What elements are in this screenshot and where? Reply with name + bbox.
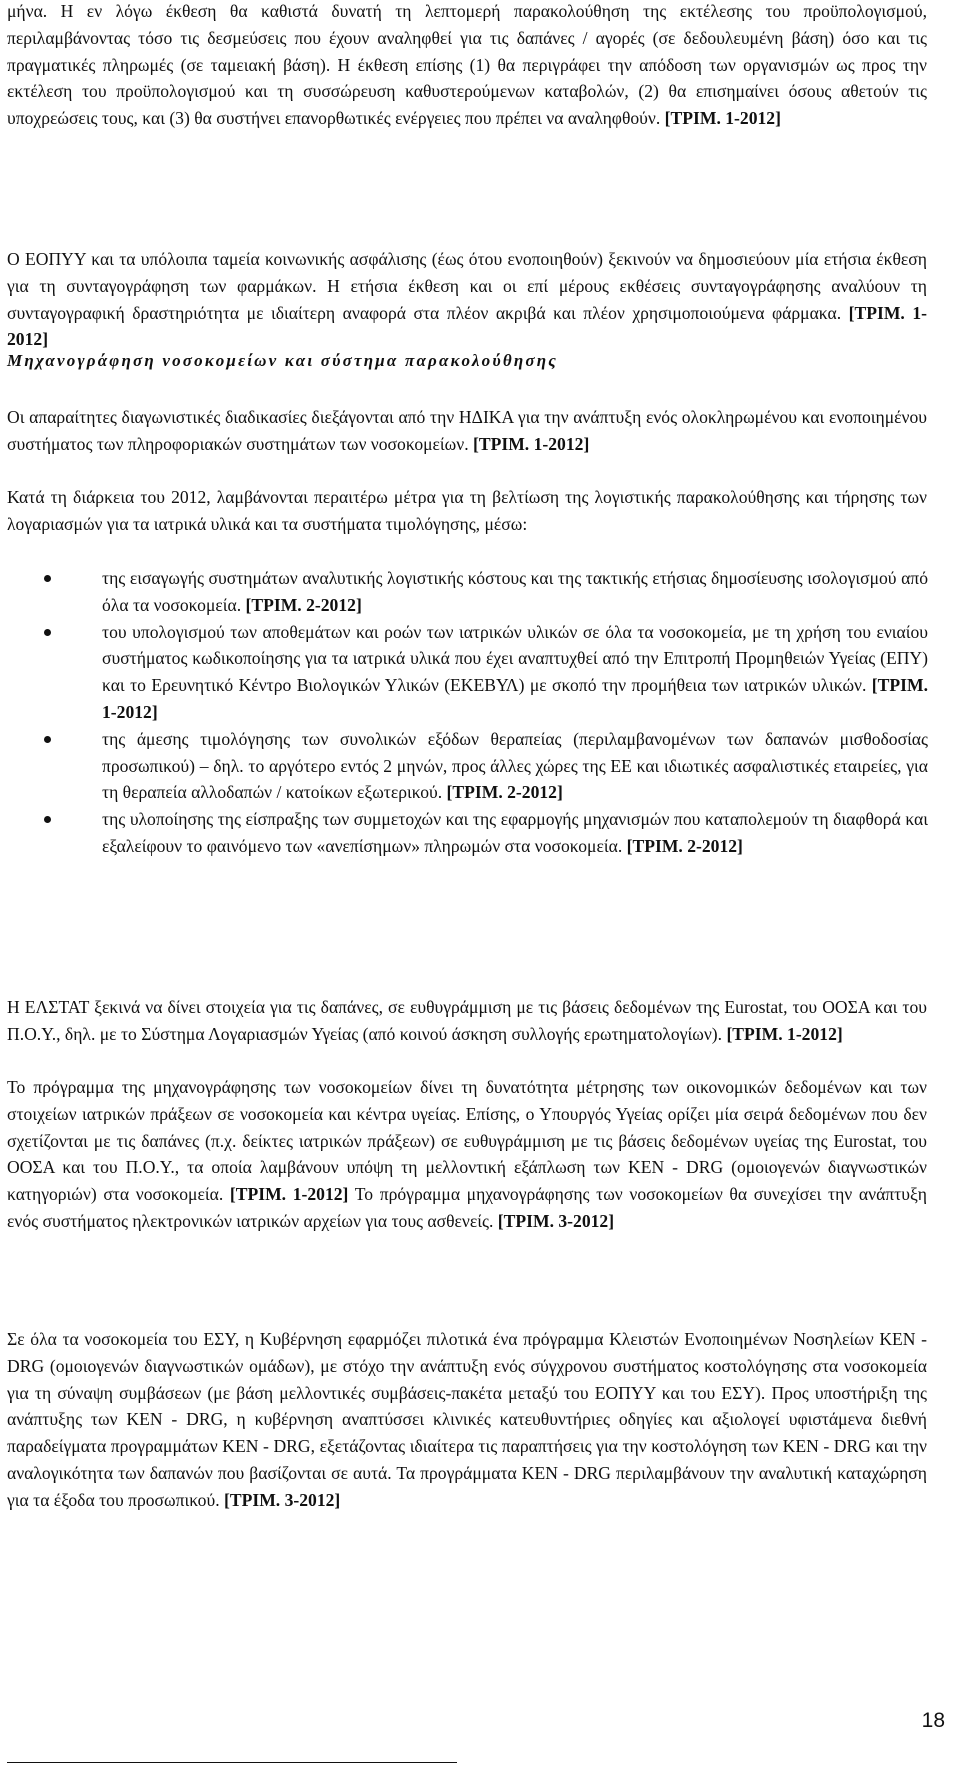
list-item-text: της υλοποίησης της είσπραξης των συμμετοχών και της εφαρμογής μηχανισμών που καταπολεμούν τη διαφθορά και εξαλείφουν το φαινόμενο των «ανεπίσημων» πληρωμών στα νοσοκομεία. bbox=[102, 809, 928, 856]
reference-tag: [ΤΡΙΜ. 1-2012] bbox=[102, 675, 928, 722]
list-item bbox=[0, 619, 928, 726]
reference-tag: [ΤΡΙΜ. 1-2012] bbox=[664, 108, 781, 129]
paragraph-measures-2012 bbox=[7, 484, 927, 538]
paragraph-text: Οι απαραίτητες διαγωνιστικές διαδικασίες διεξάγονται από την ΗΔΙΚΑ για την ανάπτυξη ενός ολοκληρωμένου και ενοποιημένου συστήματος των πληροφοριακών συστημάτων των νοσοκομείων. bbox=[7, 407, 927, 454]
paragraph-hospital-it-program bbox=[7, 1074, 927, 1235]
reference-tag: [ΤΡΙΜ. 1-2012] bbox=[7, 302, 927, 350]
paragraph-text: Το πρόγραμμα μηχανογράφησης των νοσοκομείων θα συνεχίσει την ανάπτυξη ενός συστήματος ηλεκτρονικών ιατρικών αρχείων για τους ασθενείς. bbox=[7, 1184, 927, 1231]
list-item-text: της εισαγωγής συστημάτων αναλυτικής λογιστικής κόστους και της τακτικής ετήσιας δημοσίευσης ισολογισμού από όλα τα νοσοκομεία. bbox=[102, 568, 928, 615]
paragraph-text: Η ΕΛΣΤΑΤ ξεκινά να δίνει στοιχεία για τις δαπάνες, σε ευθυγράμμιση με τις βάσεις δεδομένων της Eurostat, του ΟΟΣΑ και του Π.Ο.Υ., δηλ. με το Σύστημα Λογαριασμών Υγείας (από κοινού άσκηση συλλογής ερωτηματολογίων). bbox=[7, 997, 927, 1044]
footnote-separator bbox=[7, 1762, 457, 1763]
list-item bbox=[0, 565, 928, 619]
paragraph-text: Το πρόγραμμα της μηχανογράφησης των νοσοκομείων δίνει τη δυνατότητα μέτρησης των οικονομικών δεδομένων και των στοιχείων ιατρικών πράξεων σε νοσοκομεία και κέντρα υγείας. Επίσης, ο Υπουργός Υγείας ορίζει μία σειρά δεδομένων που δεν σχετίζονται με τις δαπάνες (π.χ. δείκτες ιατρικών πράξεων) σε ευθυγράμμιση με τις βάσεις δεδομένων υγείας της Eurostat, του ΟΟΣΑ και του Π.Ο.Υ., τα οποία λαμβάνουν υπόψη τη μελλοντική εξάπλωση των ΚΕΝ - DRG (ομοιογενών διαγνωστικών κατηγοριών) στα νοσοκομεία. bbox=[7, 1077, 927, 1205]
list-item-text: της άμεσης τιμολόγησης των συνολικών εξόδων θεραπείας (περιλαμβανομένων των δαπανών μισθοδοσίας προσωπικού) – δηλ. το αργότερο εντός 2 μηνών, προς άλλες χώρες της ΕΕ και ιδιωτικές ασφαλιστικές εταιρείες, για τη θεραπεία αλλοδαπών / κατοίκων εξωτερικού. bbox=[102, 728, 928, 803]
paragraph-elstat bbox=[7, 994, 927, 1048]
reference-tag: [ΤΡΙΜ. 1-2012] bbox=[726, 1023, 843, 1044]
measures-list bbox=[0, 565, 960, 860]
section-heading: Μηχανογράφηση νοσοκομείων και σύστημα παρακολούθησης bbox=[7, 351, 559, 370]
reference-tag: [ΤΡΙΜ. 2-2012] bbox=[446, 782, 563, 803]
bullet-icon bbox=[44, 816, 51, 823]
paragraph-hdika bbox=[7, 404, 927, 458]
paragraph-budget-report bbox=[7, 0, 927, 132]
bullet-icon bbox=[44, 575, 51, 582]
list-item bbox=[0, 726, 928, 806]
bullet-icon bbox=[44, 736, 51, 743]
reference-tag: [ΤΡΙΜ. 2-2012] bbox=[245, 594, 362, 615]
paragraph-text: Κατά τη διάρκεια του 2012, λαμβάνονται περαιτέρω μέτρα για τη βελτίωση της λογιστικής παρακολούθησης και τήρησης των λογαριασμών για τα ιατρικά υλικά και τα συστήματα τιμολόγησης, μέσω: bbox=[7, 487, 927, 534]
paragraph-ken-drg bbox=[7, 1326, 927, 1514]
reference-tag: [ΤΡΙΜ. 3-2012] bbox=[224, 1489, 341, 1510]
list-item-text: του υπολογισμού των αποθεμάτων και ροών των ιατρικών υλικών σε όλα τα νοσοκομεία, με τη χρήση του ενιαίου συστήματος κωδικοποίησης για τα ιατρικά υλικά που έχει αναπτυχθεί από την Επιτροπή Προμηθειών Υγείας (ΕΠΥ) και το Ερευνητικό Κέντρο Βιολογικών Υλικών (ΕΚΕΒΥΛ) με σκοπό την προμήθεια των ιατρικών υλικών. bbox=[102, 621, 928, 696]
paragraph-text: μήνα. Η εν λόγω έκθεση θα καθιστά δυνατή τη λεπτομερή παρακολούθηση της εκτέλεσης του προϋπολογισμού, περιλαμβάνοντας τόσο τις δεσμεύσεις που έχουν αναληφθεί για τις δαπάνες / αγορές (σε δεδουλευμένη βάση) όσο και τις πραγματικές πληρωμές (σε ταμειακή βάση). Η έκθεση επίσης (1) θα περιγράφει την απόδοση των οργανισμών ως προς την εκτέλεση του προϋπολογισμού και τη συσσώρευση καθυστερούμενων καταβολών, (2) θα επισημαίνει όσους αθετούν τις υποχρεώσεις τους, και (3) θα συστήνει επανορθωτικές ενέργειες που πρέπει να αναληφθούν. bbox=[7, 1, 927, 129]
bullet-icon bbox=[44, 629, 51, 636]
reference-tag: [ΤΡΙΜ. 2-2012] bbox=[626, 835, 743, 856]
reference-tag: [ΤΡΙΜ. 1-2012] bbox=[473, 433, 590, 454]
page-number: 18 bbox=[921, 1709, 945, 1732]
list-item bbox=[0, 806, 928, 860]
paragraph-text: Σε όλα τα νοσοκομεία του ΕΣΥ, η Κυβέρνηση εφαρμόζει πιλοτικά ένα πρόγραμμα Κλειστών Ενοποιημένων Νοσηλείων ΚΕΝ - DRG (ομοιογενών διαγνωστικών ομάδων), με στόχο την ανάπτυξη ενός σύγχρονου συστήματος κοστολόγησης στα νοσοκομεία για τη σύναψη συμβάσεων (με βάση μελλοντικές συμβάσεις-πακέτα μεταξύ του ΕΟΠΥΥ και του ΕΣΥ). Προς υποστήριξη της ανάπτυξης των ΚΕΝ - DRG, η κυβέρνηση αναπτύσσει κλινικές κατευθυντήριες οδηγίες και αξιολογεί υφιστάμενα διεθνή παραδείγματα προγραμμάτων ΚΕΝ - DRG, εξετάζοντας ιδιαίτερα τις παραπτήσεις για την κοστολόγηση των ΚΕΝ - DRG και την αναλογικότητα των δαπανών που βασίζονται σε αυτά. Τα προγράμματα ΚΕΝ - DRG περιλαμβάνουν την αναλυτική καταχώρηση για τα έξοδα του προσωπικού. bbox=[7, 1329, 927, 1510]
paragraph-eopyy-report bbox=[7, 246, 927, 353]
reference-tag: [ΤΡΙΜ. 3-2012] bbox=[497, 1210, 615, 1231]
reference-tag: [ΤΡΙΜ. 1-2012] bbox=[229, 1184, 349, 1205]
paragraph-text: Ο ΕΟΠΥΥ και τα υπόλοιπα ταμεία κοινωνικής ασφάλισης (έως ότου ενοποιηθούν) ξεκινούν να δημοσιεύουν μία ετήσια έκθεση για τη συνταγογράφηση των φαρμάκων. Η ετήσια έκθεση και οι επί μέρους εκθέσεις συνταγογράφησης αναλύουν τη συνταγογραφική δραστηριότητα με ιδιαίτερη αναφορά στα πλέον ακριβά και πλέον χρησιμοποιούμενα φάρμακα. bbox=[7, 249, 927, 323]
